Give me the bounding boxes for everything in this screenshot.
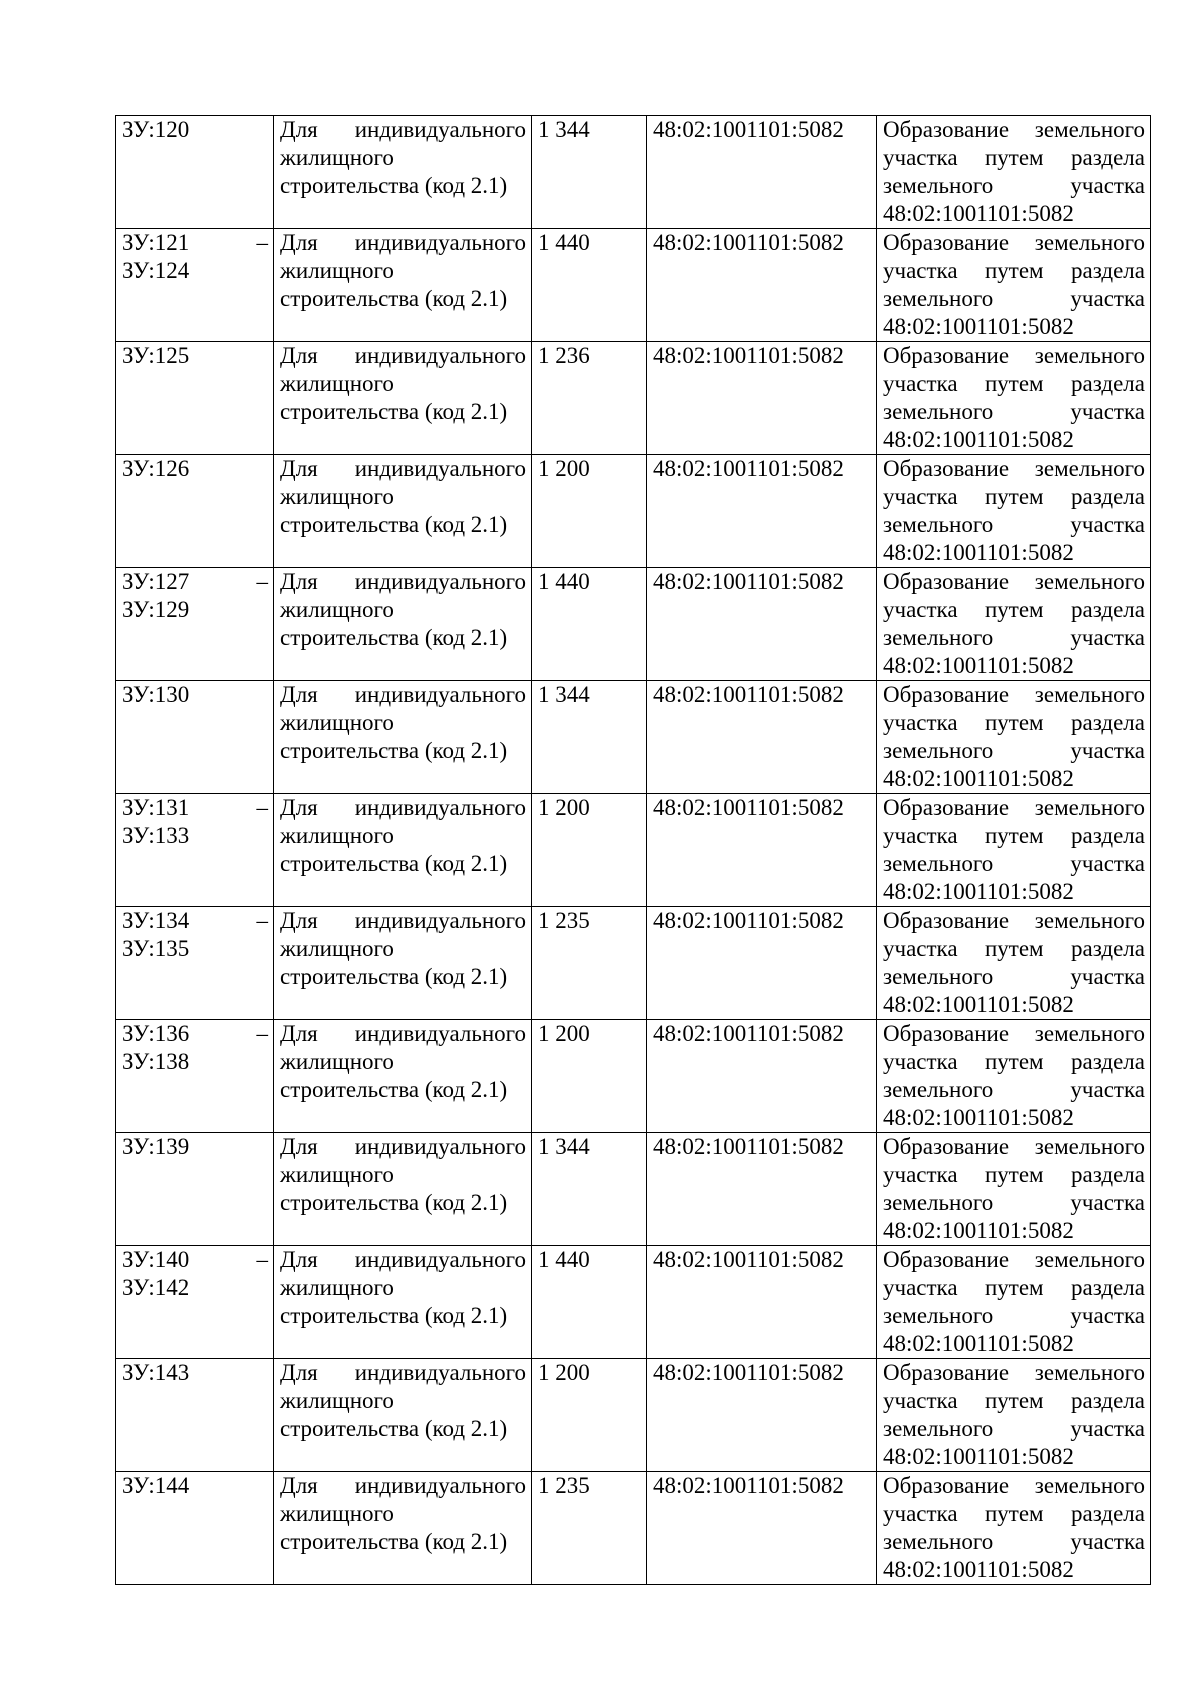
plot-id-to: ЗУ:142	[122, 1275, 190, 1300]
plot-id-range-start	[122, 568, 268, 596]
area-cell: 1 235	[532, 1472, 647, 1585]
formation-method-cell: Образование земельного участка путем раздела земельного участка 48:02:1001101:5082	[877, 1020, 1151, 1133]
table-row	[116, 1133, 1151, 1246]
source-cadastral-number-cell: 48:02:1001101:5082	[647, 681, 877, 794]
source-cadastral-number-cell: 48:02:1001101:5082	[647, 1359, 877, 1472]
plot-id-cell	[116, 1246, 274, 1359]
table-row	[116, 1472, 1151, 1585]
area-cell: 1 200	[532, 794, 647, 907]
source-cadastral-number-cell: 48:02:1001101:5082	[647, 794, 877, 907]
table-row	[116, 907, 1151, 1020]
permitted-use-cell: Для индивидуального жилищного строительства (код 2.1)	[274, 1020, 532, 1133]
formation-method-cell: Образование земельного участка путем раздела земельного участка 48:02:1001101:5082	[877, 681, 1151, 794]
plot-id-from: ЗУ:125	[122, 343, 190, 368]
source-cadastral-number-cell: 48:02:1001101:5082	[647, 1246, 877, 1359]
permitted-use-cell: Для индивидуального жилищного строительства (код 2.1)	[274, 681, 532, 794]
formation-method-cell: Образование земельного участка путем раздела земельного участка 48:02:1001101:5082	[877, 794, 1151, 907]
plot-id-range-start	[122, 1246, 268, 1274]
plot-id-from: ЗУ:120	[122, 117, 190, 142]
table-row	[116, 794, 1151, 907]
permitted-use-cell: Для индивидуального жилищного строительства (код 2.1)	[274, 116, 532, 229]
table-row	[116, 1246, 1151, 1359]
permitted-use-cell: Для индивидуального жилищного строительства (код 2.1)	[274, 1359, 532, 1472]
plot-id-to: ЗУ:135	[122, 936, 190, 961]
source-cadastral-number-cell: 48:02:1001101:5082	[647, 342, 877, 455]
area-cell: 1 200	[532, 455, 647, 568]
source-cadastral-number-cell: 48:02:1001101:5082	[647, 455, 877, 568]
source-cadastral-number-cell: 48:02:1001101:5082	[647, 116, 877, 229]
plot-id-range-start	[122, 794, 268, 822]
plot-id-from: ЗУ:127	[122, 569, 190, 594]
plot-id-from: ЗУ:143	[122, 1360, 190, 1385]
plot-id-cell	[116, 1020, 274, 1133]
plot-id-cell	[116, 907, 274, 1020]
source-cadastral-number-cell: 48:02:1001101:5082	[647, 1472, 877, 1585]
plot-id-from: ЗУ:136	[122, 1021, 190, 1046]
permitted-use-cell: Для индивидуального жилищного строительства (код 2.1)	[274, 1246, 532, 1359]
plot-id-cell	[116, 342, 274, 455]
range-dash: –	[256, 1021, 268, 1046]
permitted-use-cell: Для индивидуального жилищного строительства (код 2.1)	[274, 229, 532, 342]
plot-id-to: ЗУ:138	[122, 1049, 190, 1074]
plot-id-cell	[116, 1472, 274, 1585]
permitted-use-cell: Для индивидуального жилищного строительства (код 2.1)	[274, 1472, 532, 1585]
plot-id-range-start	[122, 229, 268, 257]
area-cell: 1 200	[532, 1020, 647, 1133]
area-cell: 1 344	[532, 681, 647, 794]
plot-id-cell	[116, 1133, 274, 1246]
formation-method-cell: Образование земельного участка путем раздела земельного участка 48:02:1001101:5082	[877, 116, 1151, 229]
plot-id-to: ЗУ:124	[122, 258, 190, 283]
plot-id-range-start	[122, 1020, 268, 1048]
plot-id-cell	[116, 681, 274, 794]
plot-id-cell	[116, 229, 274, 342]
table-body	[116, 116, 1151, 1585]
plot-id-from: ЗУ:139	[122, 1134, 190, 1159]
range-dash: –	[256, 1247, 268, 1272]
range-dash: –	[256, 569, 268, 594]
area-cell: 1 440	[532, 568, 647, 681]
source-cadastral-number-cell: 48:02:1001101:5082	[647, 907, 877, 1020]
source-cadastral-number-cell: 48:02:1001101:5082	[647, 568, 877, 681]
permitted-use-cell: Для индивидуального жилищного строительства (код 2.1)	[274, 568, 532, 681]
source-cadastral-number-cell: 48:02:1001101:5082	[647, 1133, 877, 1246]
table-row	[116, 455, 1151, 568]
permitted-use-cell: Для индивидуального жилищного строительства (код 2.1)	[274, 1133, 532, 1246]
formation-method-cell: Образование земельного участка путем раздела земельного участка 48:02:1001101:5082	[877, 907, 1151, 1020]
plot-id-from: ЗУ:134	[122, 908, 190, 933]
table-row	[116, 681, 1151, 794]
formation-method-cell: Образование земельного участка путем раздела земельного участка 48:02:1001101:5082	[877, 1359, 1151, 1472]
table-row	[116, 229, 1151, 342]
plot-id-to: ЗУ:133	[122, 823, 190, 848]
plot-id-from: ЗУ:121	[122, 230, 190, 255]
permitted-use-cell: Для индивидуального жилищного строительства (код 2.1)	[274, 907, 532, 1020]
plot-id-cell	[116, 116, 274, 229]
permitted-use-cell: Для индивидуального жилищного строительства (код 2.1)	[274, 342, 532, 455]
table-row	[116, 1359, 1151, 1472]
formation-method-cell: Образование земельного участка путем раздела земельного участка 48:02:1001101:5082	[877, 1246, 1151, 1359]
range-dash: –	[256, 908, 268, 933]
plot-id-from: ЗУ:126	[122, 456, 190, 481]
formation-method-cell: Образование земельного участка путем раздела земельного участка 48:02:1001101:5082	[877, 342, 1151, 455]
plot-id-from: ЗУ:140	[122, 1247, 190, 1272]
plot-id-from: ЗУ:131	[122, 795, 190, 820]
plot-id-from: ЗУ:144	[122, 1473, 190, 1498]
source-cadastral-number-cell: 48:02:1001101:5082	[647, 1020, 877, 1133]
formation-method-cell: Образование земельного участка путем раздела земельного участка 48:02:1001101:5082	[877, 1133, 1151, 1246]
area-cell: 1 236	[532, 342, 647, 455]
permitted-use-cell: Для индивидуального жилищного строительства (код 2.1)	[274, 455, 532, 568]
plot-id-to: ЗУ:129	[122, 597, 190, 622]
plot-id-range-start	[122, 907, 268, 935]
area-cell: 1 440	[532, 229, 647, 342]
formation-method-cell: Образование земельного участка путем раздела земельного участка 48:02:1001101:5082	[877, 568, 1151, 681]
formation-method-cell: Образование земельного участка путем раздела земельного участка 48:02:1001101:5082	[877, 1472, 1151, 1585]
area-cell: 1 344	[532, 116, 647, 229]
plot-id-cell	[116, 1359, 274, 1472]
table-row	[116, 568, 1151, 681]
area-cell: 1 200	[532, 1359, 647, 1472]
table-row	[116, 116, 1151, 229]
source-cadastral-number-cell: 48:02:1001101:5082	[647, 229, 877, 342]
range-dash: –	[256, 230, 268, 255]
table-row	[116, 1020, 1151, 1133]
area-cell: 1 344	[532, 1133, 647, 1246]
plot-id-cell	[116, 568, 274, 681]
table-row	[116, 342, 1151, 455]
plot-id-from: ЗУ:130	[122, 682, 190, 707]
range-dash: –	[256, 795, 268, 820]
formation-method-cell: Образование земельного участка путем раздела земельного участка 48:02:1001101:5082	[877, 229, 1151, 342]
area-cell: 1 235	[532, 907, 647, 1020]
land-plots-table	[115, 115, 1151, 1585]
plot-id-cell	[116, 455, 274, 568]
permitted-use-cell: Для индивидуального жилищного строительства (код 2.1)	[274, 794, 532, 907]
area-cell: 1 440	[532, 1246, 647, 1359]
plot-id-cell	[116, 794, 274, 907]
formation-method-cell: Образование земельного участка путем раздела земельного участка 48:02:1001101:5082	[877, 455, 1151, 568]
